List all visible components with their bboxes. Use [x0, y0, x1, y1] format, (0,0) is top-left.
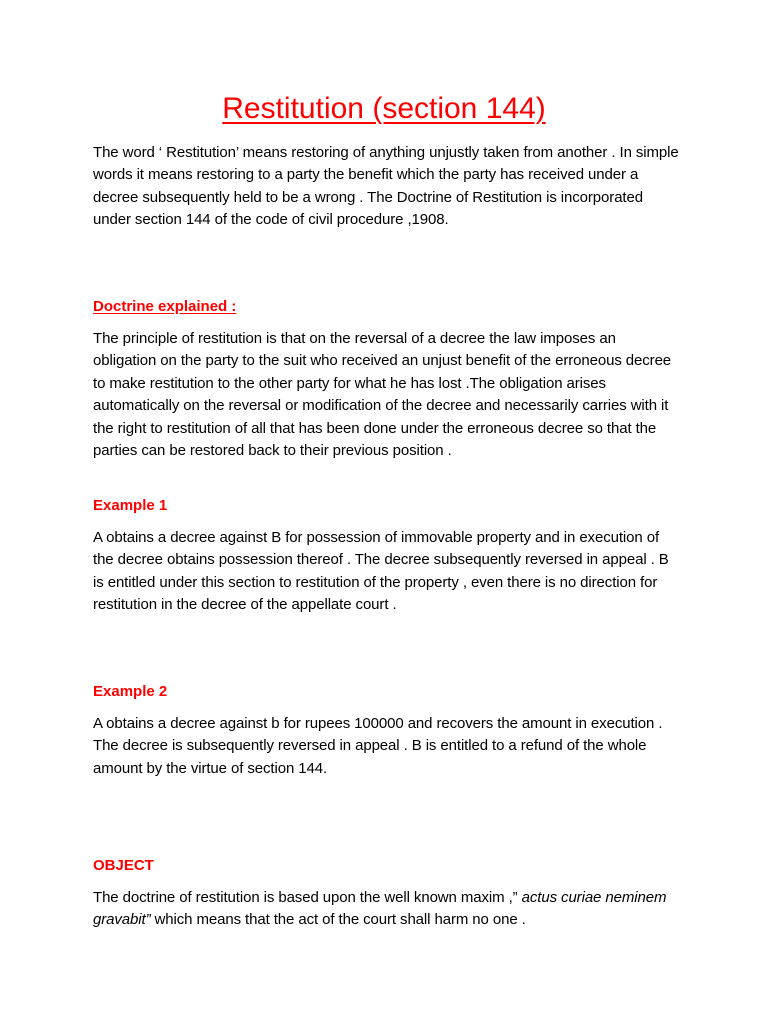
example-1-heading: Example 1 [93, 497, 168, 514]
intro-paragraph: The word ‘ Restitution’ means restoring of anything unjustly taken from another . In simple words it means restoring to a party the benefit which the party has received under a decree subsequently held to be a wrong . The Doctrine of Restitution is incorporated under section 144 of the code of civil procedure ,1908. [93, 144, 679, 229]
example-2-paragraph: A obtains a decree against b for rupees 100000 and recovers the amount in execution . The decree is subsequently reversed in appeal . B is entitled to a refund of the whole amount by the virtue of section 144. [93, 715, 663, 777]
page-title: Restitution (section 144) [222, 92, 546, 125]
example-2-heading: Example 2 [93, 683, 168, 700]
object-maxim: actus curiae neminem gravabit” [93, 889, 667, 929]
object-text-after: which means that the act of the court shall harm no one . [150, 911, 526, 929]
object-paragraph [93, 887, 683, 932]
doctrine-heading: Doctrine explained : [93, 298, 237, 315]
object-text-before: The doctrine of restitution is based upon the well known maxim ,” [93, 889, 522, 906]
example-1-paragraph: A obtains a decree against B for possession of immovable property and in execution of the decree obtains possession thereof . The decree subsequently reversed in appeal . B is entitled under this section to restitution of the property , even there is no direction for restitution in the decree of the appellate court . [93, 529, 669, 614]
object-heading: OBJECT [93, 857, 154, 874]
doctrine-paragraph: The principle of restitution is that on the reversal of a decree the law imposes an obligation on the party to the suit who received an unjust benefit of the erroneous decree to make restitution to the other party for what he has lost .The obligation arises automatically on the reversal or modification of the decree and necessarily carries with it the right to restitution of all that has been done under the erroneous decree so that the parties can be restored back to their previous position . [93, 330, 672, 460]
